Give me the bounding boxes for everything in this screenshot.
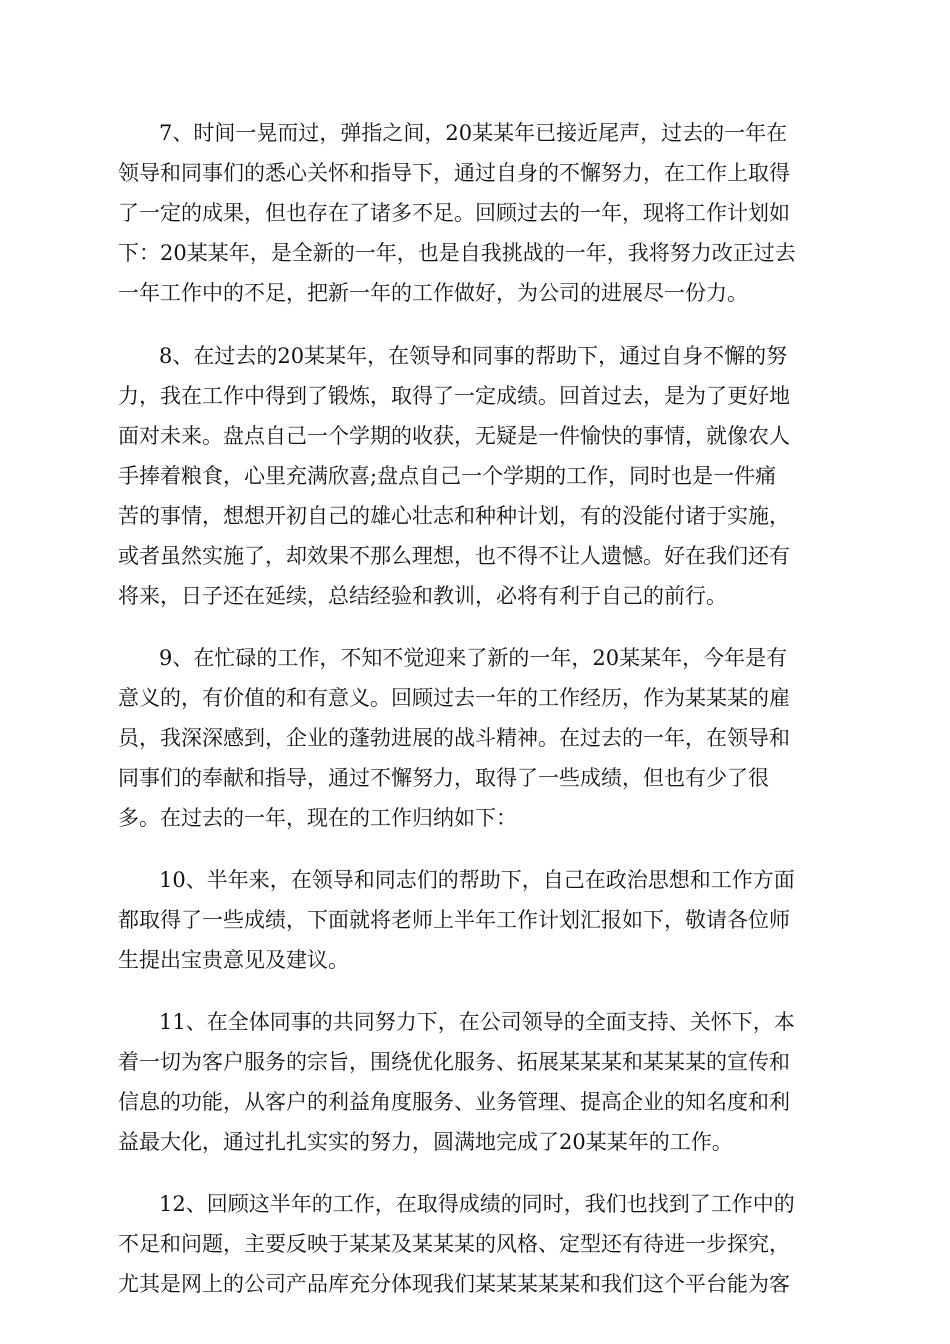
paragraph-11-line-2: 着一切为客户服务的宗旨，围绕优化服务、拓展某某某和某某某的宣传和	[118, 1050, 790, 1074]
paragraph-12-line-1: 12、回顾这半年的工作，在取得成绩的同时，我们也找到了工作中的	[159, 1192, 795, 1216]
paragraph-7-line-5: 一年工作中的不足，把新一年的工作做好，为公司的进展尽一份力。	[118, 281, 748, 305]
paragraph-9-line-3: 员，我深深感到，企业的蓬勃进展的战斗精神。在过去的一年，在领导和	[118, 726, 790, 750]
paragraph-8-line-7: 将来，日子还在延续，总结经验和教训，必将有利于自己的前行。	[118, 584, 727, 608]
paragraph-8-line-2: 力，我在工作中得到了锻炼，取得了一定成绩。回首过去，是为了更好地	[118, 384, 790, 408]
paragraph-7-line-1: 7、时间一晃而过，弹指之间，20某某年已接近尾声，过去的一年在	[159, 121, 788, 145]
paragraph-7-line-2: 领导和同事们的悉心关怀和指导下，通过自身的不懈努力，在工作上取得	[118, 161, 790, 185]
paragraph-8-line-3: 面对未来。盘点自己一个学期的收获，无疑是一件愉快的事情，就像农人	[118, 424, 790, 448]
paragraph-11-line-3: 信息的功能，从客户的利益角度服务、业务管理、提高企业的知名度和利	[118, 1090, 790, 1114]
paragraph-12-line-2: 不足和问题，主要反映于某某及某某某的风格、定型还有待进一步探究，	[118, 1232, 790, 1256]
paragraph-12-line-3: 尤其是网上的公司产品库充分体现我们某某某某某和我们这个平台能为客	[118, 1272, 790, 1296]
paragraph-11-line-4: 益最大化，通过扎扎实实的努力，圆满地完成了20某某年的工作。	[118, 1130, 733, 1154]
paragraph-9-line-4: 同事们的奉献和指导，通过不懈努力，取得了一些成绩，但也有少了很	[118, 766, 769, 790]
paragraph-7-line-4: 下：20某某年，是全新的一年，也是自我挑战的一年，我将努力改正过去	[118, 241, 796, 265]
paragraph-10-line-2: 都取得了一些成绩，下面就将老师上半年工作计划汇报如下，敬请各位师	[118, 908, 790, 932]
paragraph-11-line-1: 11、在全体同事的共同努力下，在公司领导的全面支持、关怀下，本	[159, 1010, 795, 1034]
paragraph-7-line-3: 了一定的成果，但也存在了诸多不足。回顾过去的一年，现将工作计划如	[118, 201, 790, 225]
paragraph-10-line-1: 10、半年来，在领导和同志们的帮助下，自己在政治思想和工作方面	[159, 868, 795, 892]
paragraph-8-line-4: 手捧着粮食，心里充满欣喜;盘点自己一个学期的工作，同时也是一件痛	[118, 464, 777, 488]
paragraph-10-line-3: 生提出宝贵意见及建议。	[118, 948, 349, 972]
paragraph-9-line-5: 多。在过去的一年，现在的工作归纳如下：	[118, 806, 517, 830]
paragraph-9-line-2: 意义的，有价值的和有意义。回顾过去一年的工作经历，作为某某某的雇	[118, 686, 790, 710]
paragraph-8-line-6: 或者虽然实施了，却效果不那么理想，也不得不让人遗憾。好在我们还有	[118, 544, 790, 568]
paragraph-9-line-1: 9、在忙碌的工作，不知不觉迎来了新的一年，20某某年，今年是有	[159, 646, 788, 670]
paragraph-8-line-1: 8、在过去的20某某年，在领导和同事的帮助下，通过自身不懈的努	[159, 344, 788, 368]
paragraph-8-line-5: 苦的事情，想想开初自己的雄心壮志和种种计划，有的没能付诸于实施，	[118, 504, 790, 528]
